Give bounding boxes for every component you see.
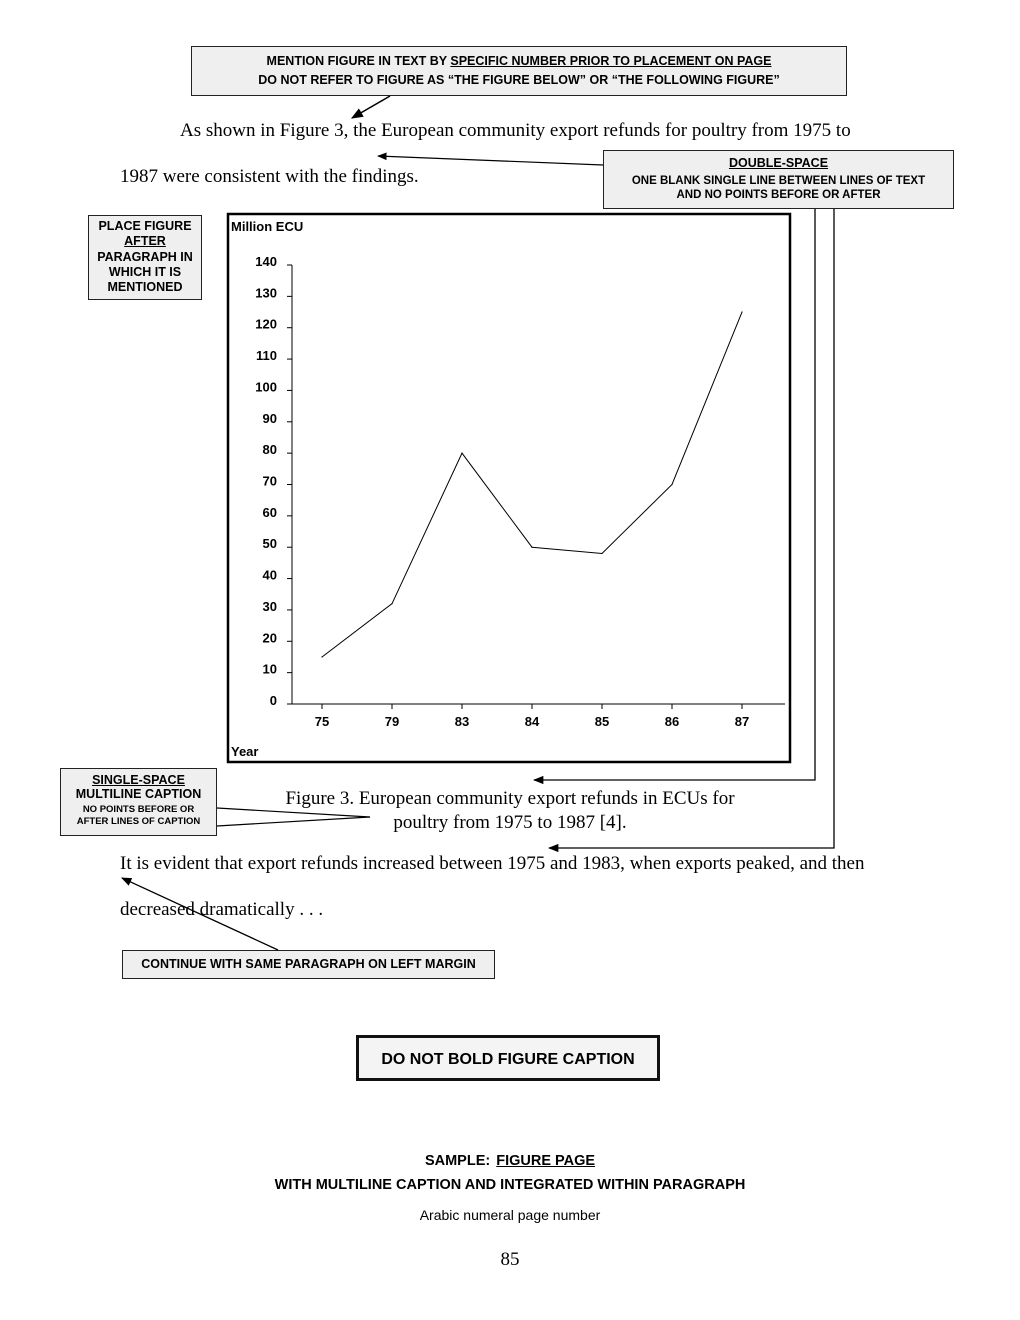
single-space-line2: NO POINTS BEFORE OR [82, 804, 195, 815]
x-tick-label: 85 [594, 714, 610, 729]
caption-line2: poultry from 1975 to 1987 [4]. [393, 812, 627, 833]
y-tick-label: 110 [256, 348, 277, 364]
arrow-single-space-top [217, 808, 370, 817]
place-figure-line5: MENTIONED [107, 280, 183, 295]
y-tick-label: 60 [262, 504, 277, 520]
data-point [671, 484, 672, 485]
paragraph1-line1: As shown in Figure 3, the European community export refunds for poultry from 1975 to [180, 120, 851, 141]
double-space-line2: AND NO POINTS BEFORE OR AFTER [676, 189, 881, 201]
data-point [321, 656, 322, 657]
mention-figure-line1-underlined: SPECIFIC NUMBER PRIOR TO PLACEMENT ON PAGE [450, 54, 772, 68]
data-point [601, 553, 602, 554]
caption-line1: Figure 3. European community export refunds in ECUs for [285, 788, 735, 809]
x-tick-label: 86 [664, 714, 680, 729]
double-space-line1: ONE BLANK SINGLE LINE BETWEEN LINES OF TEXT [631, 175, 926, 187]
page-number: 85 [500, 1249, 520, 1270]
double-space-title: DOUBLE-SPACE [728, 156, 829, 170]
x-tick-label: 75 [314, 714, 330, 729]
arrow-mention-to-text [352, 96, 390, 118]
y-tick-label: 30 [262, 598, 277, 614]
y-tick-label: 80 [262, 442, 277, 458]
y-tick-label: 90 [262, 410, 277, 426]
mention-figure-line2: DO NOT REFER TO FIGURE AS “THE FIGURE BELOW” OR “THE FOLLOWING FIGURE” [258, 73, 780, 87]
y-tick-label: 0 [269, 693, 277, 708]
x-tick-label: 87 [734, 714, 750, 729]
y-tick-label: 10 [262, 661, 277, 677]
arrow-double-space-to-text [378, 156, 603, 165]
y-tick-label: 130 [255, 285, 277, 301]
y-tick-label: 50 [262, 536, 277, 552]
y-axis-title: Million ECU [231, 219, 304, 234]
arrow-single-space-bottom [217, 817, 370, 826]
arrow-continue-to-margin [122, 878, 278, 950]
continue-paragraph-instruction-box: CONTINUE WITH SAME PARAGRAPH ON LEFT MARGIN [122, 950, 495, 979]
paragraph1-line2: 1987 were consistent with the findings. [120, 166, 419, 187]
y-tick-label: 70 [262, 473, 277, 489]
page-number-note: Arabic numeral page number [419, 1207, 601, 1223]
y-tick-label: 20 [262, 630, 277, 646]
place-figure-line1: PLACE FIGURE [98, 219, 192, 233]
data-point [531, 547, 532, 548]
paragraph2-line2: decreased dramatically . . . [120, 899, 324, 920]
sample-title: FIGURE PAGE [496, 1153, 596, 1169]
mention-figure-line1-prefix: MENTION FIGURE IN TEXT BY [266, 54, 451, 68]
data-point [741, 311, 742, 312]
y-tick-label: 40 [262, 567, 277, 583]
data-point [391, 603, 392, 604]
x-tick-label: 79 [384, 714, 400, 729]
single-space-line3: AFTER LINES OF CAPTION [76, 816, 201, 827]
y-tick-label: 140 [255, 254, 277, 269]
y-tick-label: 100 [255, 379, 277, 395]
data-point [461, 453, 462, 454]
place-figure-line4: WHICH IT IS [108, 264, 182, 279]
single-space-line1: MULTILINE CAPTION [75, 787, 202, 801]
sample-colon: : [485, 1153, 491, 1169]
sample-label: SAMPLE [424, 1153, 486, 1169]
single-space-title: SINGLE-SPACE [92, 773, 185, 787]
x-axis-title: Year [231, 744, 259, 759]
no-bold-caption-box: DO NOT BOLD FIGURE CAPTION [356, 1035, 660, 1081]
sample-subtitle: WITH MULTILINE CAPTION AND INTEGRATED WITHIN PARAGRAPH [274, 1177, 746, 1193]
figure-frame [228, 214, 790, 762]
x-tick-label: 83 [454, 714, 470, 729]
x-tick-label: 84 [524, 714, 540, 729]
paragraph2-line1: It is evident that export refunds increased between 1975 and 1983, when exports peaked, and then [120, 853, 865, 874]
y-tick-label: 120 [255, 316, 277, 332]
place-figure-line3: PARAGRAPH IN [97, 249, 193, 264]
place-figure-line2: AFTER [124, 234, 166, 249]
